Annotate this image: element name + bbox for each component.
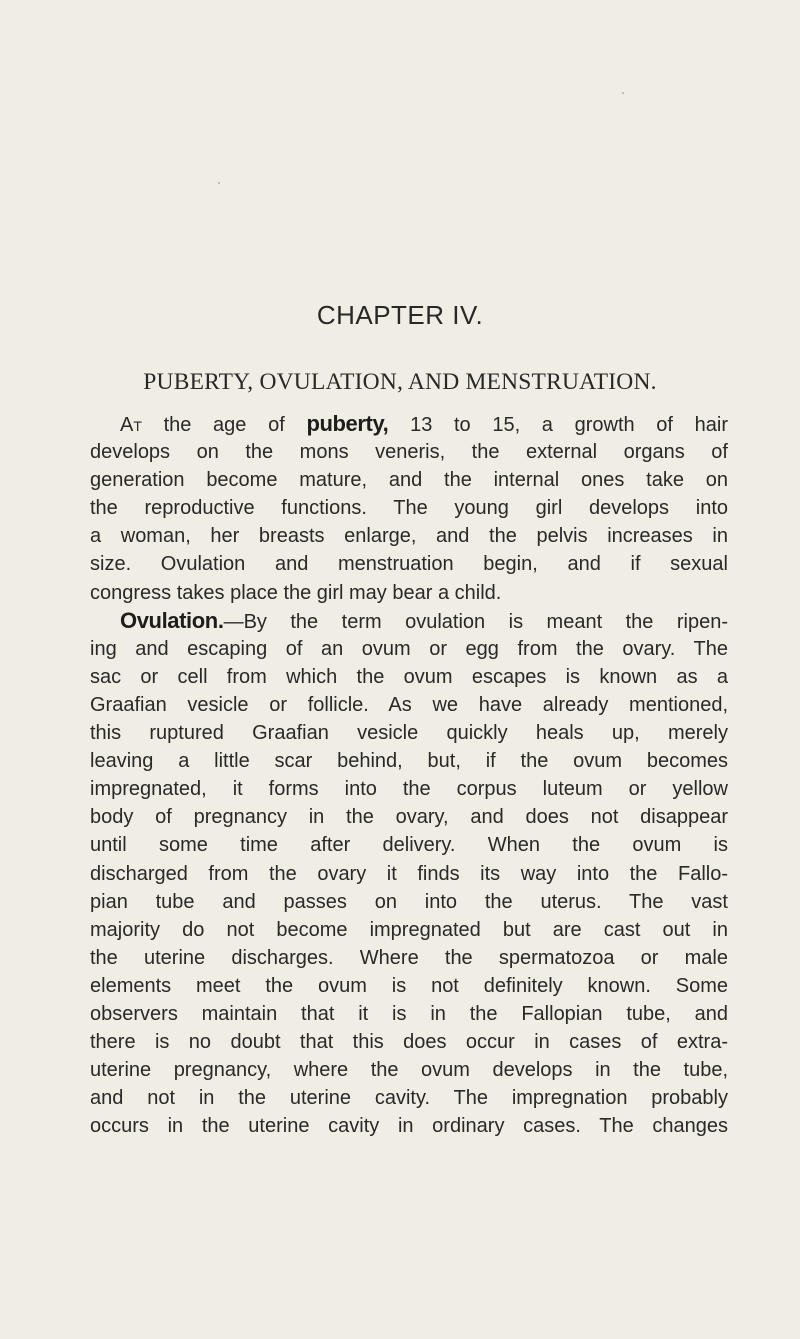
paragraph-line: sac or cell from which the ovum escapes is known as a [90,665,728,688]
paragraph-line: majority do not become impregnated but are cast out in [90,918,728,941]
paragraph-line: discharged from the ovary it finds its way into the Fallo- [90,862,728,885]
paragraph-line: observers maintain that it is in the Fallopian tube, and [90,1002,728,1025]
lead-after: the age of [141,414,307,436]
term-ovulation: Ovulation. [120,607,224,633]
paragraph-line: pian tube and passes on into the uterus. The vast [90,890,728,913]
line-rest: 13 to 15, a growth of hair [388,414,728,436]
paragraph-line: congress takes place the girl may bear a child. [90,581,502,604]
paragraph-line: the uterine discharges. Where the spermatozoa or male [90,946,728,969]
paragraph-line: ing and escaping of an ovum or egg from the ovary. The [90,637,728,660]
lead-small-caps: At [120,414,142,436]
body-text [90,410,728,1140]
paragraph-line: size. Ovulation and menstruation begin, and if sexual [90,553,728,576]
paragraph-line: this ruptured Graafian vesicle quickly heals up, merely [90,722,728,745]
paragraph-line: there is no doubt that this does occur in cases of extra- [90,1031,728,1054]
paragraph-line: elements meet the ovum is not definitely known. Some [90,974,728,997]
paragraph-line: leaving a little scar behind, but, if the ovum becomes [90,750,728,773]
paper-speck [622,92,624,94]
chapter-heading: CHAPTER IV. [316,300,484,330]
paragraph-line [90,410,728,438]
paragraph-line: a woman, her breasts enlarge, and the pelvis increases in [90,525,728,548]
paragraph-line: uterine pregnancy, where the ovum develops in the tube, [90,1059,728,1082]
paragraph-line: generation become mature, and the internal ones take on [90,469,728,492]
paragraph-line: and not in the uterine cavity. The impregnation probably [90,1087,728,1110]
paragraph-line: occurs in the uterine cavity in ordinary cases. The changes [90,1115,728,1138]
paper-speck [218,182,220,184]
paragraph-line: the reproductive functions. The young girl develops into [90,497,728,520]
line-rest: —By the term ovulation is meant the ripen- [223,610,728,633]
paragraph-line: body of pregnancy in the ovary, and does not disappear [90,806,728,829]
paragraph-line: until some time after delivery. When the ovum is [90,834,728,857]
paragraph-line: develops on the mons veneris, the external organs of [90,441,728,464]
section-title: PUBERTY, OVULATION, AND MENSTRUATION. [143,369,657,395]
paragraph-line [90,607,728,635]
paragraph-line: impregnated, it forms into the corpus luteum or yellow [90,778,728,801]
paragraph-line: Graafian vesicle or follicle. As we have already mentioned, [90,693,728,716]
term-puberty: puberty, [306,411,389,436]
